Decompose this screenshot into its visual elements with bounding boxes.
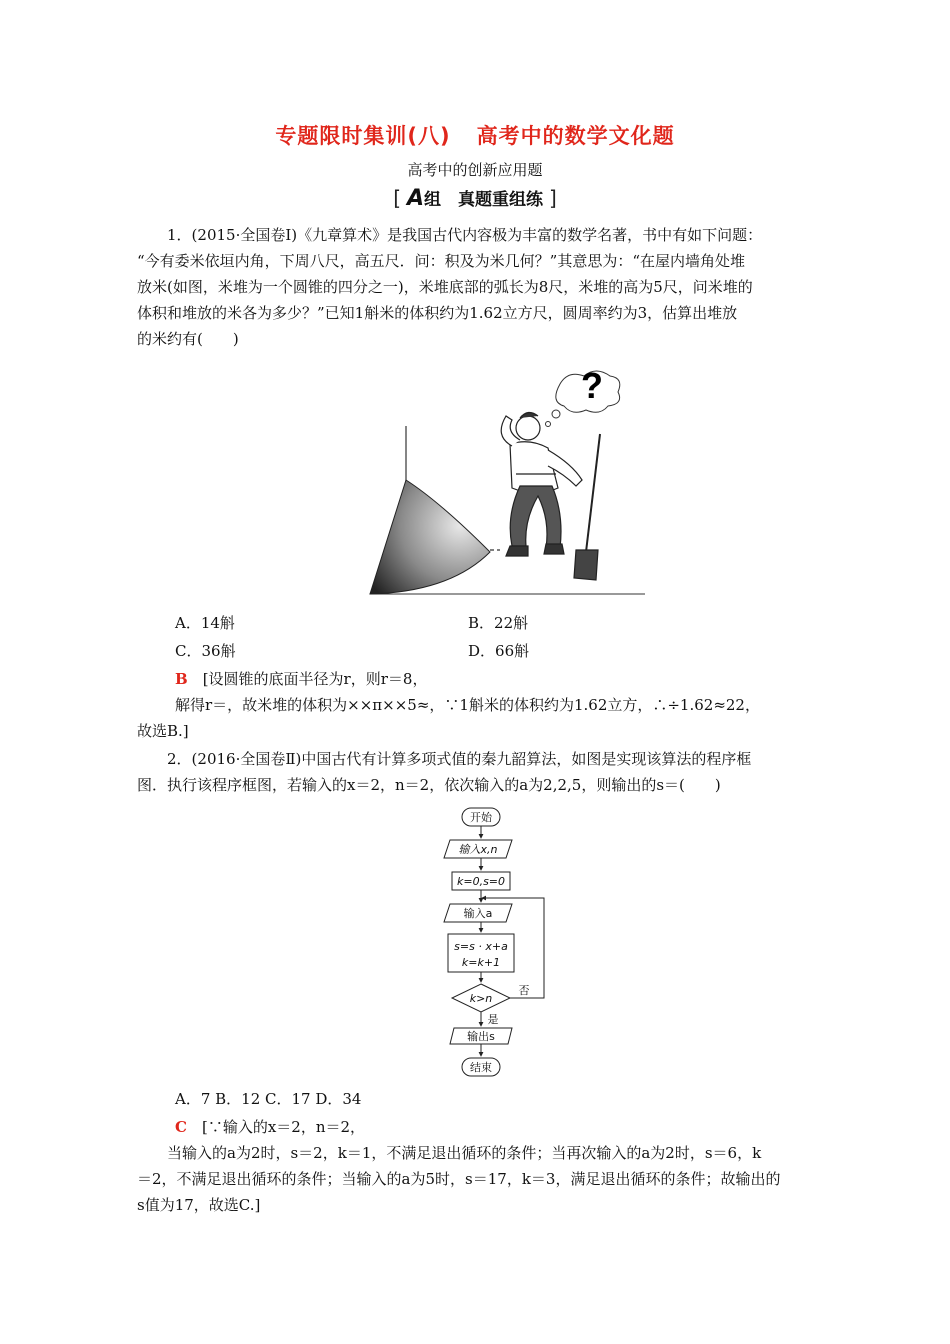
svg-text:输入a: 输入a	[463, 907, 493, 920]
q1-option-b: B．22斛	[468, 614, 529, 632]
svg-text:k>n: k>n	[469, 992, 493, 1005]
svg-text:输出s: 输出s	[467, 1030, 495, 1043]
page-subtitle: 高考中的创新应用题	[407, 161, 543, 179]
svg-text:k=0,s=0: k=0,s=0	[456, 875, 506, 888]
q2-text: 2．(2016·全国卷Ⅱ)中国古代有计算多项式值的秦九韶算法，如图是实现该算法的程序框 图．执行该程序框图，若输入的x＝2，n＝2，依次输入的a为2,2,5，则输出的s＝( )	[137, 750, 752, 794]
q1-solution: B [设圆锥的底面半径为r，则r＝8， 解得r＝，故米堆的体积为××π××5≈，∵1斛米的体积约为1.62立方，∴÷1.62≈22，	[175, 670, 760, 714]
q1-option-c: C．36斛	[175, 642, 236, 660]
flowchart	[440, 806, 560, 1082]
page-title	[0, 120, 950, 150]
q1-solution-end: 故选B.]	[137, 722, 189, 740]
q1-answer: B	[175, 670, 188, 688]
thought-bubble	[546, 365, 620, 427]
q1-option-d: D．66斛	[468, 642, 530, 660]
rice-pile-figure	[360, 362, 650, 602]
title-left: 专题限时集训(八)	[275, 124, 451, 148]
group-heading: [ A组 真题重组练 ]	[393, 186, 557, 211]
q2-answer: C	[175, 1118, 187, 1136]
q1-text: 1．(2015·全国卷Ⅰ)《九章算术》是我国古代内容极为丰富的数学名著，书中有如下问题： “今有委米依垣内角，下周八尺，高五尺．问：积及为米几何？”其意思为：“在屋内墙角处堆 放米(如图，米堆为一个圆锥的四分之一)，米堆底部的弧长为8尺，米堆的高为5尺，问米堆的 体积和堆放的米各为多少？”已知1斛米的体积约为1.62立方尺，圆周率约为3，估算出堆放 的米约有( )	[137, 226, 763, 348]
title-right: 高考中的数学文化题	[476, 124, 675, 148]
question-mark-icon: ?	[581, 365, 603, 406]
svg-text:输入x,n: 输入x,n	[458, 843, 498, 856]
svg-text:s=s · x+a: s=s · x+a	[454, 940, 508, 953]
q2-options: A．7 B．12 C．17 D．34	[175, 1090, 362, 1108]
svg-text:是: 是	[487, 1013, 499, 1026]
farmer-figure	[501, 412, 600, 580]
q2-solution-body: 当输入的a为2时，s＝2，k＝1，不满足退出循环的条件；当再次输入的a为2时，s＝6，k ＝2，不满足退出循环的条件；当输入的a为5时，s＝17，k＝3，满足退出循环的条件；故输出的 s值为17，故选C.]	[137, 1144, 781, 1214]
svg-text:k=k+1: k=k+1	[461, 956, 501, 969]
svg-text:开始: 开始	[470, 811, 492, 824]
svg-text:结束: 结束	[470, 1061, 492, 1074]
q1-option-a: A．14斛	[175, 614, 235, 632]
svg-text:否: 否	[518, 984, 530, 997]
q2-solution: C [∵输入的x＝2，n＝2，	[175, 1118, 366, 1136]
cone-shape	[370, 480, 490, 594]
